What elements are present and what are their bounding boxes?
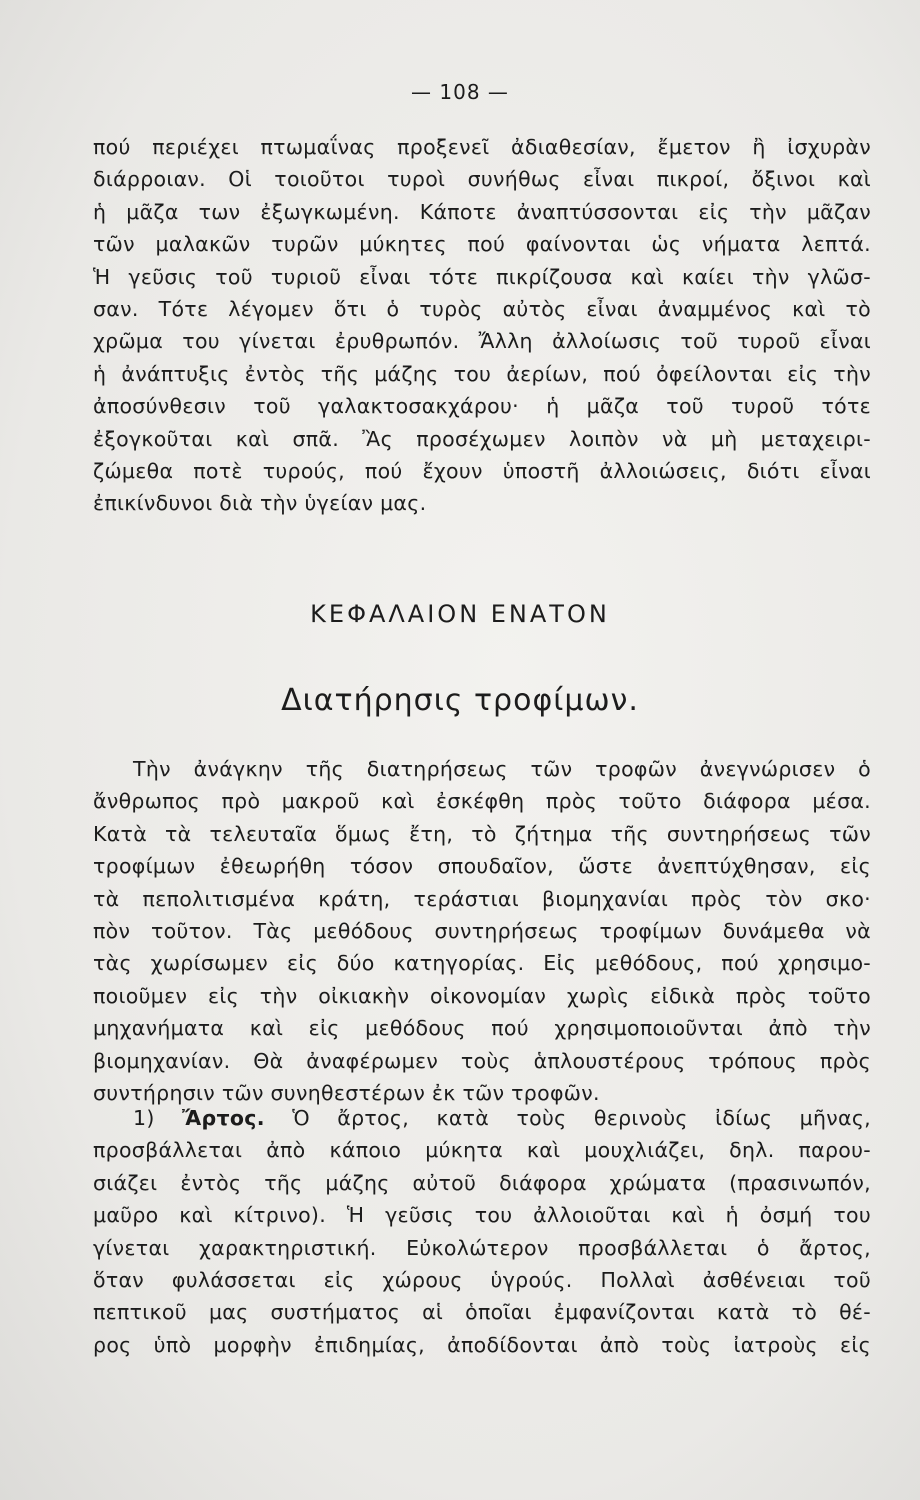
text-line: τὰ πεπολιτισμένα κράτη, τεράστιαι βιομηχανίαι πρὸς τὸν σκο·	[93, 886, 871, 911]
paragraph-cheese-spoilage	[93, 131, 871, 520]
text-line: ἡ μᾶζα των ἐξωγκωμένη. Κάποτε ἀναπτύσσονται εἰς τὴν μᾶζαν	[93, 199, 871, 224]
text-run: Ὁ ἄρτος, κατὰ τοὺς θερινοὺς ἰδίως μῆνας,	[292, 1106, 871, 1130]
text-line: ρος ὑπὸ μορφὴν ἐπιδημίας, ἀποδίδονται ἀπὸ τοὺς ἰατροὺς εἰς	[93, 1332, 871, 1357]
text-line: Κατὰ τὰ τελευταῖα ὅμως ἔτη, τὸ ζήτημα τῆς συντηρήσεως τῶν	[93, 821, 871, 846]
page-number: — 108 —	[411, 80, 509, 104]
text-line: σιάζει ἐντὸς τῆς μάζης αὐτοῦ διάφορα χρώματα (πρασινωπόν,	[93, 1170, 871, 1195]
text-line	[93, 1102, 871, 1134]
text-line: ζώμεθα ποτὲ τυρούς, πού ἔχουν ὑποστῆ ἀλλοιώσεις, διότι εἶναι	[93, 459, 871, 484]
paragraph-food-preservation	[93, 753, 871, 1109]
term-bread: Ἄρτος.	[182, 1106, 265, 1130]
text-line: συντήρησιν τῶν συνηθεστέρων ἐκ τῶν τροφῶν.	[93, 1081, 600, 1106]
chapter-heading: ΚΕΦΑΛΑΙΟΝ ΕΝΑΤΟΝ	[310, 600, 610, 628]
text-line: διάρροιαν. Οἱ τοιοῦτοι τυροὶ συνήθως εἶναι πικροί, ὄξινοι καὶ	[93, 167, 871, 192]
text-line: ποιοῦμεν εἰς τὴν οἰκιακὴν οἰκονομίαν χωρὶς εἰδικὰ πρὸς τοῦτο	[93, 983, 871, 1008]
text-line: πὸν τοῦτον. Τὰς μεθόδους συντηρήσεως τροφίμων δυνάμεθα νὰ	[93, 919, 871, 944]
text-line: γίνεται χαρακτηριστική. Εὐκολώτερον προσβάλλεται ὁ ἄρτος,	[93, 1235, 871, 1260]
text-line: πεπτικοῦ μας συστήματος αἱ ὁποῖαι ἐμφανίζονται κατὰ τὸ θέ-	[93, 1300, 871, 1325]
text-line: ἄνθρωπος πρὸ μακροῦ καὶ ἐσκέφθη πρὸς τοῦτο διάφορα μέσα.	[93, 789, 871, 814]
text-line: Ἡ γεῦσις τοῦ τυριοῦ εἶναι τότε πικρίζουσα καὶ καίει τὴν γλῶσ-	[93, 264, 871, 289]
text-line: βιομηχανίαν. Θὰ ἀναφέρωμεν τοὺς ἁπλουστέρους τρόπους πρὸς	[93, 1048, 871, 1073]
text-line: μαῦρο καὶ κίτρινο). Ἡ γεῦσις του ἀλλοιοῦται καὶ ἡ ὀσμή του	[93, 1203, 871, 1228]
text-line: ἀποσύνθεσιν τοῦ γαλακτοσακχάρου· ἡ μᾶζα τοῦ τυροῦ τότε	[93, 394, 871, 419]
section-title: Διατήρησις τροφίμων.	[281, 683, 639, 718]
paragraph-bread	[93, 1102, 871, 1361]
text-line: μηχανήματα καὶ εἰς μεθόδους πού χρησιμοποιοῦνται ἀπὸ τὴν	[93, 1016, 871, 1041]
text-line: ὅταν φυλάσσεται εἰς χώρους ὑγρούς. Πολλαὶ ἀσθένειαι τοῦ	[93, 1268, 871, 1293]
list-number: 1)	[133, 1106, 155, 1130]
text-line: τὰς χωρίσωμεν εἰς δύο κατηγορίας. Εἰς μεθόδους, πού χρησιμο-	[93, 951, 871, 976]
text-line: τροφίμων ἐθεωρήθη τόσον σπουδαῖον, ὥστε ἀνεπτύχθησαν, εἰς	[93, 854, 871, 879]
text-line: πού περιέχει πτωμαΐνας προξενεῖ ἀδιαθεσίαν, ἔμετον ἢ ἰσχυρὰν	[93, 135, 871, 159]
text-line: σαν. Τότε λέγομεν ὅτι ὁ τυρὸς αὐτὸς εἶναι ἀναμμένος καὶ τὸ	[93, 297, 871, 322]
text-line: προσβάλλεται ἀπὸ κάποιο μύκητα καὶ μουχλιάζει, δηλ. παρου-	[93, 1138, 871, 1163]
text-line: ἡ ἀνάπτυξις ἐντὸς τῆς μάζης του ἀερίων, πού ὀφείλονται εἰς τὴν	[93, 361, 871, 386]
text-line: Τὴν ἀνάγκην τῆς διατηρήσεως τῶν τροφῶν ἀνεγνώρισεν ὁ	[133, 757, 871, 781]
text-line: τῶν μαλακῶν τυρῶν μύκητες πού φαίνονται ὡς νήματα λεπτά.	[93, 232, 871, 257]
text-line: ἐπικίνδυνοι διὰ τὴν ὑγείαν μας.	[93, 491, 427, 516]
text-line: ἐξογκοῦται καὶ σπᾶ. Ἂς προσέχωμεν λοιπὸν νὰ μὴ μεταχειρι-	[93, 426, 871, 451]
text-line: χρῶμα του γίνεται ἐρυθρωπόν. Ἄλλη ἀλλοίωσις τοῦ τυροῦ εἶναι	[93, 329, 871, 354]
